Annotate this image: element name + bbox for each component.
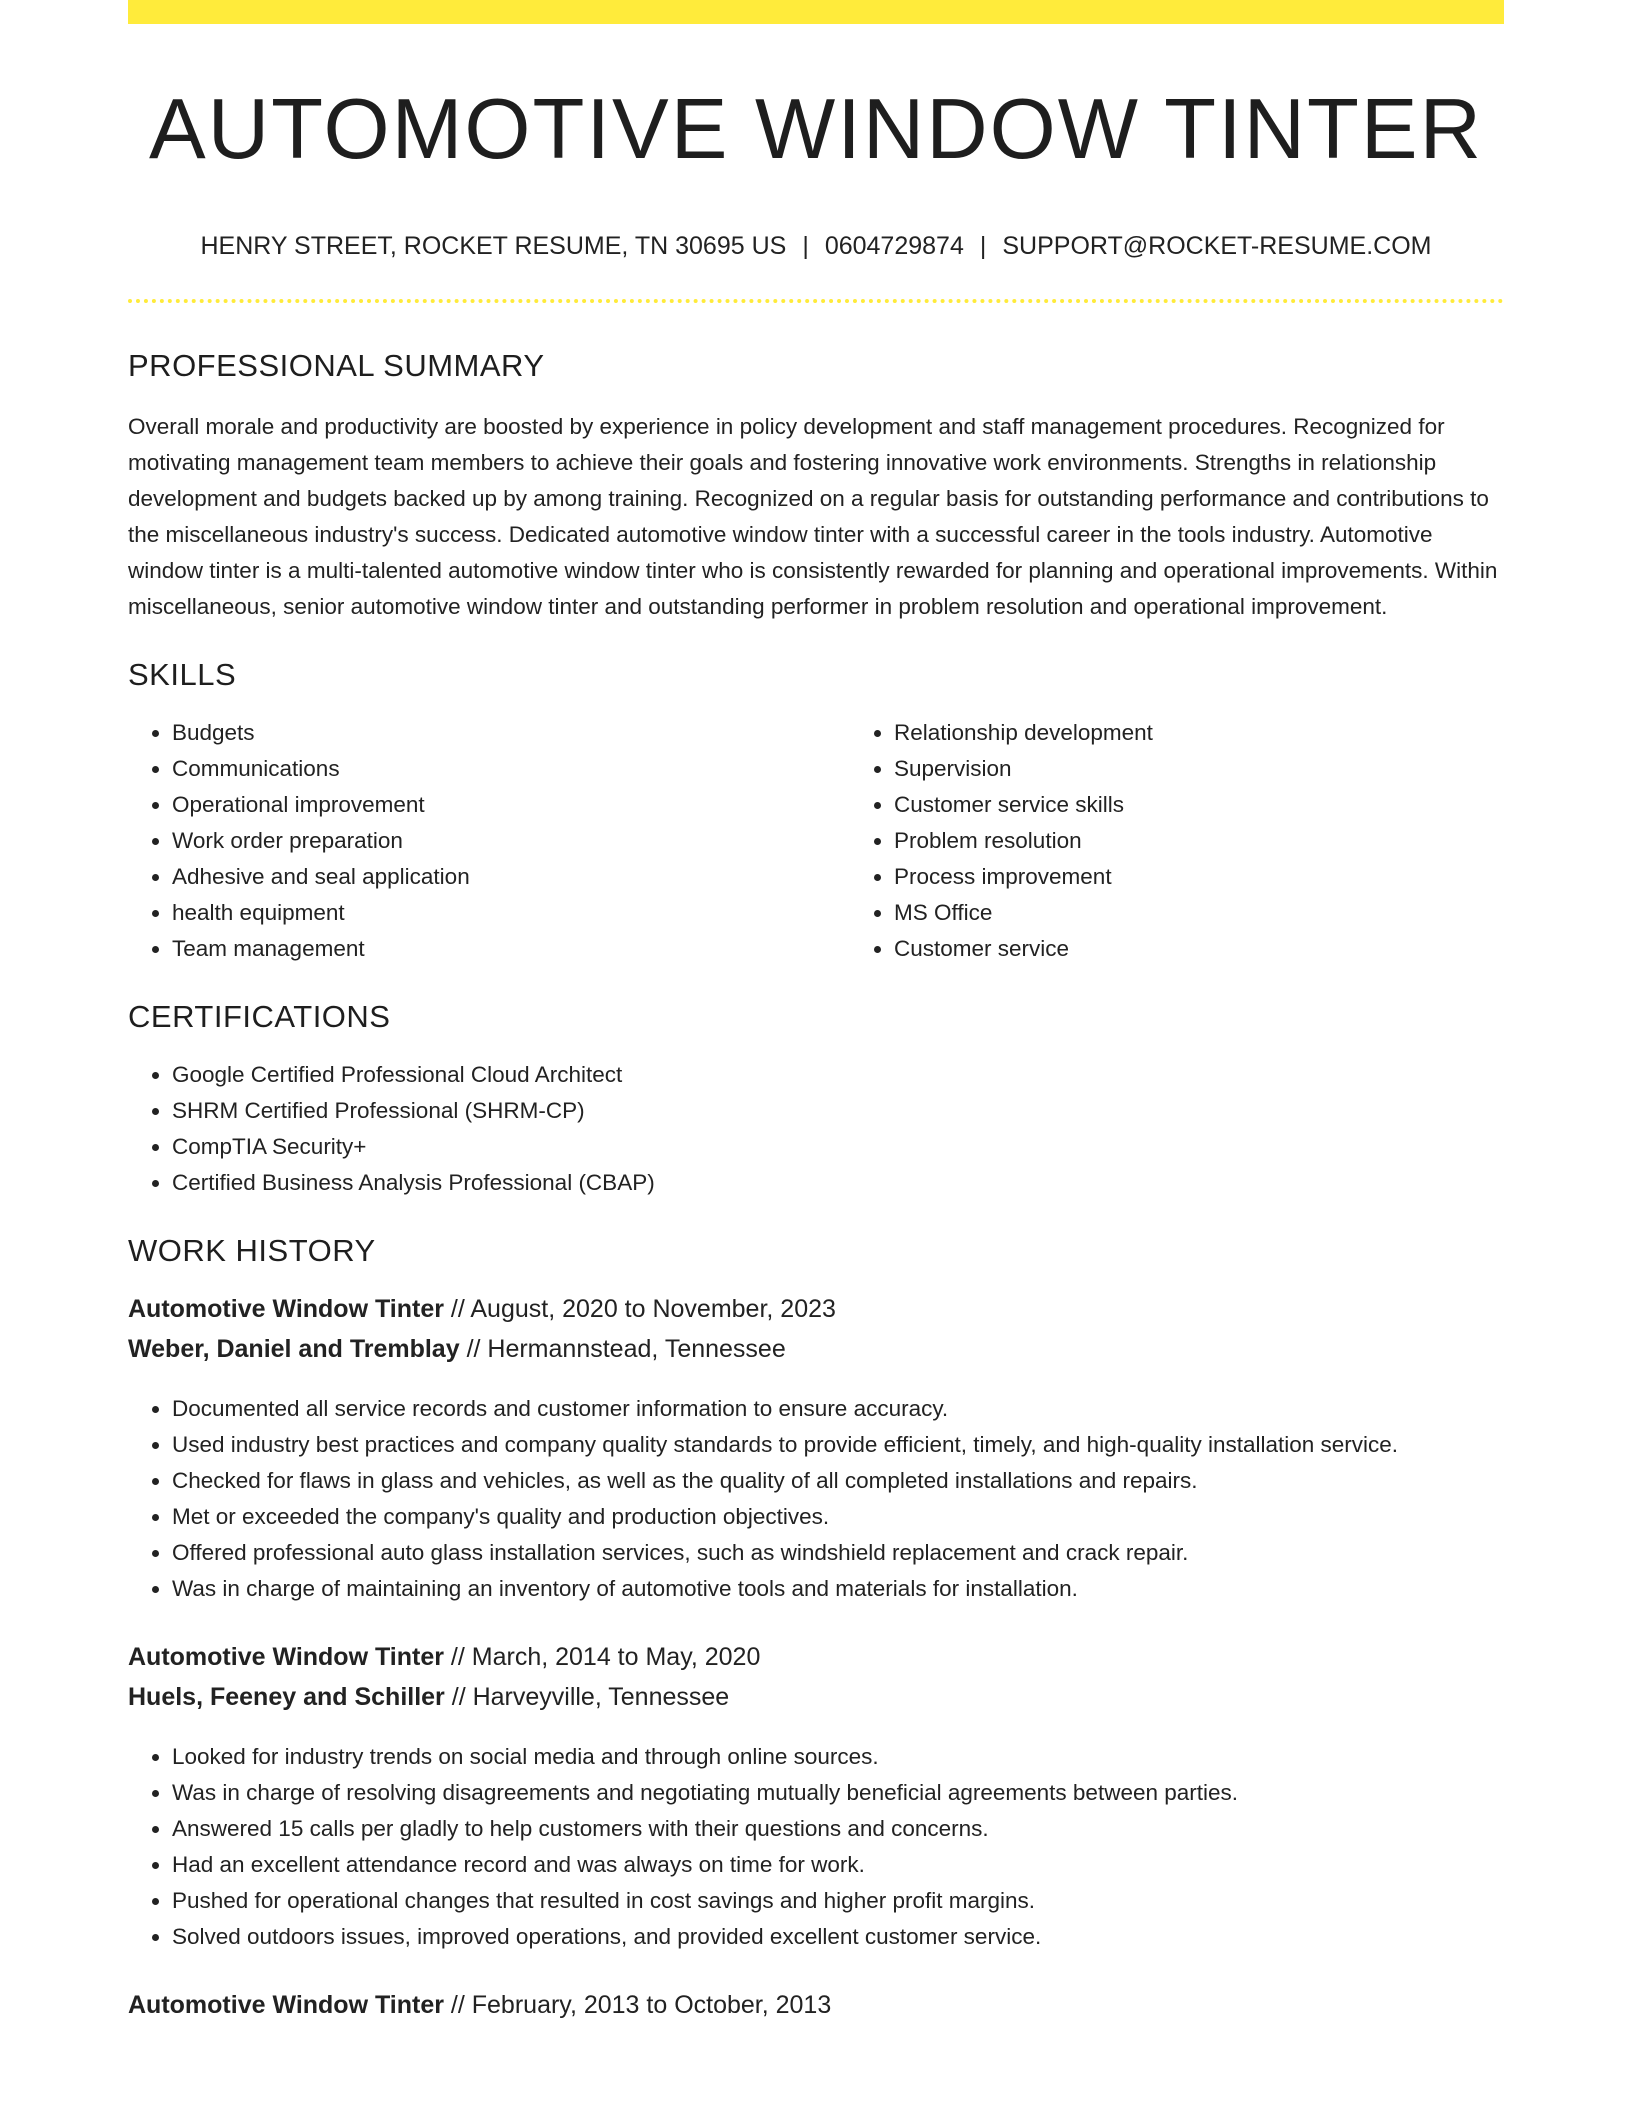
- job-role: Automotive Window Tinter: [128, 1642, 444, 1671]
- accent-top-bar: [128, 0, 1504, 24]
- job-dates: // February, 2013 to October, 2013: [450, 1990, 832, 2019]
- job-bullet: • Used industry best practices and company quality standards to provide efficient, timely, and high-quality installation service.: [172, 1427, 1504, 1463]
- skill-item: • Budgets: [172, 715, 850, 751]
- job-bullet: • Answered 15 calls per gladly to help customers with their questions and concerns.: [172, 1811, 1504, 1847]
- work-history-heading: WORK HISTORY: [128, 1232, 376, 1268]
- job-bullet: • Looked for industry trends on social media and through online sources.: [172, 1739, 1504, 1775]
- job-entry: [128, 1637, 1504, 1955]
- job-company-line: [128, 1329, 1504, 1369]
- skill-item: • health equipment: [172, 895, 850, 931]
- job-bullet: • Checked for flaws in glass and vehicles, as well as the quality of all completed installations and repairs.: [172, 1463, 1504, 1499]
- job-dates: // August, 2020 to November, 2023: [450, 1294, 836, 1323]
- job-role-line: [128, 1637, 1504, 1677]
- certification-item: • SHRM Certified Professional (SHRM-CP): [172, 1093, 1504, 1129]
- job-bullet: • Met or exceeded the company's quality and production objectives.: [172, 1499, 1504, 1535]
- job-role: Automotive Window Tinter: [128, 1294, 444, 1323]
- skill-item: • MS Office: [894, 895, 1504, 931]
- contact-separator: |: [802, 231, 809, 260]
- skill-item: • Customer service: [894, 931, 1504, 967]
- job-entry: [128, 1985, 1504, 2025]
- job-bullet: • Solved outdoors issues, improved operations, and provided excellent customer service.: [172, 1919, 1504, 1955]
- summary-text: Overall morale and productivity are boosted by experience in policy development and staff management procedures. Recognized for motivating management team members to achieve their goals and fostering innovative work environments. Strengths in relationship development and budgets backed up by among training. Recognized on a regular basis for outstanding performance and contributions to the miscellaneous industry's success. Dedicated automotive window tinter with a successful career in the tools industry. Automotive window tinter is a multi-talented automotive window tinter who is consistently rewarded for planning and operational improvements. Within miscellaneous, senior automotive window tinter and outstanding performer in problem resolution and operational improvement.: [128, 413, 1498, 619]
- skills-grid: [128, 715, 1504, 967]
- skill-item: • Operational improvement: [172, 787, 850, 823]
- skill-item: • Problem resolution: [894, 823, 1504, 859]
- skill-item: • Process improvement: [894, 859, 1504, 895]
- job-role-line: [128, 1985, 1504, 2025]
- skills-list-right: [850, 715, 1504, 967]
- job-bullet: • Had an excellent attendance record and was always on time for work.: [172, 1847, 1504, 1883]
- job-bullet: • Was in charge of resolving disagreements and negotiating mutually beneficial agreements between parties.: [172, 1775, 1504, 1811]
- certification-item: • Certified Business Analysis Professional (CBAP): [172, 1165, 1504, 1201]
- job-entry: [128, 1289, 1504, 1607]
- skills-list-left: [128, 715, 850, 967]
- skill-item: • Supervision: [894, 751, 1504, 787]
- job-bullet: • Was in charge of maintaining an inventory of automotive tools and materials for installation.: [172, 1571, 1504, 1607]
- skills-heading: SKILLS: [128, 656, 237, 692]
- job-dates: // March, 2014 to May, 2020: [450, 1642, 761, 1671]
- dotted-divider: [128, 299, 1504, 303]
- certification-item: • CompTIA Security+: [172, 1129, 1504, 1165]
- contact-line: [128, 231, 1504, 261]
- job-bullets: [128, 1391, 1504, 1607]
- job-location: // Hermannstead, Tennessee: [466, 1334, 786, 1363]
- job-company: Huels, Feeney and Schiller: [128, 1682, 445, 1711]
- job-role: Automotive Window Tinter: [128, 1990, 444, 2019]
- skill-item: • Relationship development: [894, 715, 1504, 751]
- job-location: // Harveyville, Tennessee: [451, 1682, 730, 1711]
- skill-item: • Work order preparation: [172, 823, 850, 859]
- job-bullet: • Documented all service records and customer information to ensure accuracy.: [172, 1391, 1504, 1427]
- resume-page: [128, 0, 1504, 2025]
- phone-text: 0604729874: [824, 231, 964, 260]
- skill-item: • Team management: [172, 931, 850, 967]
- skill-item: • Customer service skills: [894, 787, 1504, 823]
- job-bullet: • Pushed for operational changes that resulted in cost savings and higher profit margins.: [172, 1883, 1504, 1919]
- job-company: Weber, Daniel and Tremblay: [128, 1334, 460, 1363]
- job-bullet: • Offered professional auto glass installation services, such as windshield replacement and crack repair.: [172, 1535, 1504, 1571]
- job-bullets: [128, 1739, 1504, 1955]
- summary-heading: PROFESSIONAL SUMMARY: [128, 347, 545, 383]
- skill-item: • Adhesive and seal application: [172, 859, 850, 895]
- certification-item: • Google Certified Professional Cloud Architect: [172, 1057, 1504, 1093]
- certifications-heading: CERTIFICATIONS: [128, 998, 391, 1034]
- email-link[interactable]: SUPPORT@ROCKET-RESUME.COM: [1002, 231, 1432, 260]
- skill-item: • Communications: [172, 751, 850, 787]
- contact-separator: |: [979, 231, 987, 260]
- resume-title: AUTOMOTIVE WINDOW TINTER: [149, 82, 1483, 177]
- job-company-line: [128, 1677, 1504, 1717]
- address-text: HENRY STREET, ROCKET RESUME, TN 30695 US: [200, 231, 787, 260]
- job-role-line: [128, 1289, 1504, 1329]
- certifications-list: [128, 1057, 1504, 1201]
